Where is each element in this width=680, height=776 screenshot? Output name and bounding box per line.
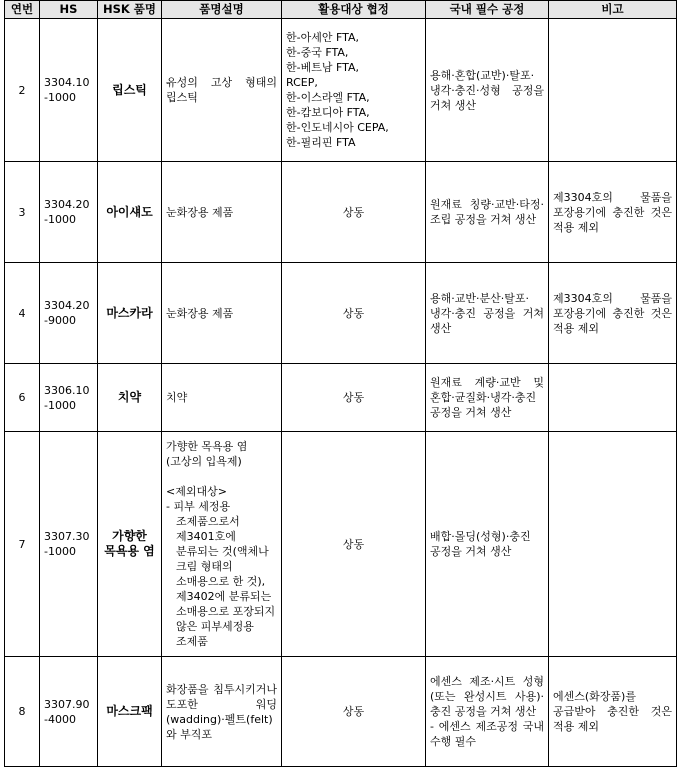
row-process: 용해·교반·분산·탈포·냉각·충진 공정을 거쳐 생산 (426, 263, 549, 364)
table-row (5, 432, 677, 657)
col-header-no: 연번 (5, 1, 40, 19)
row-agreements (282, 19, 426, 162)
row-process (426, 657, 549, 767)
row-item-name: 가향한 목욕용 염 (98, 432, 162, 657)
row-description: 치약 (162, 364, 282, 432)
row-note (549, 432, 677, 657)
row-item-name: 립스틱 (98, 19, 162, 162)
header-row (5, 1, 677, 19)
row-agreements: 상동 (282, 432, 426, 657)
row-no: 8 (5, 657, 40, 767)
row-agreements: 상동 (282, 364, 426, 432)
hs-code-part: -1000 (44, 398, 76, 412)
hs-code-part: 3304.20 (44, 299, 90, 312)
col-header-hsk-name: HSK 품명 (98, 1, 162, 19)
col-header-hs: HS (40, 1, 98, 19)
row-no: 6 (5, 364, 40, 432)
table-row (5, 657, 677, 767)
row-note: 에센스(화장품)를 공급받아 충진한 것은 적용 제외 (549, 657, 677, 767)
row-hs-code (40, 364, 98, 432)
row-agreements: 상동 (282, 162, 426, 263)
hs-code-part: -1000 (44, 213, 76, 226)
row-process: 배합·몰딩(성형)·충진 공정을 거쳐 생산 (426, 432, 549, 657)
hs-code-part: 3306.10 (44, 383, 90, 397)
spacer (166, 469, 277, 484)
row-no: 4 (5, 263, 40, 364)
process-requirement: - 에센스 제조공정 국내 수행 필수 (430, 720, 544, 748)
row-item-name: 마스카라 (98, 263, 162, 364)
hs-code-part: -1000 (44, 91, 76, 104)
agreement-item: 한-중국 FTA, (286, 46, 349, 59)
row-process: 원재료 계량·교반 및 혼합·균질화·냉각·충진 공정을 거쳐 생산 (426, 364, 549, 432)
agreement-item: 한-이스라엘 FTA, (286, 91, 370, 104)
row-description: 눈화장용 제품 (162, 162, 282, 263)
row-no: 3 (5, 162, 40, 263)
table-row (5, 19, 677, 162)
row-hs-code (40, 432, 98, 657)
table-row (5, 364, 677, 432)
exclusion-item: - 피부 세정용 조제품으로서 제3401호에 분류되는 것(액체나 크림 형태의 소매용으로 한 것), 제3402에 분류되는 소매용으로 포장되지 않은 피부세정용 조제품 (166, 500, 276, 648)
row-no: 7 (5, 432, 40, 657)
agreement-item: 한-아세안 FTA, (286, 31, 359, 44)
row-description: 화장품을 침투시키거나 도포한 워딩(wadding)·펠트(felt)와 부직포 (162, 657, 282, 767)
row-note: 제3304호의 물품을 포장용기에 충진한 것은 적용 제외 (549, 162, 677, 263)
hs-code-part: -1000 (44, 545, 76, 558)
row-hs-code (40, 657, 98, 767)
row-process: 용해·혼합(교반)·탈포·냉각·충진·성형 공정을 거쳐 생산 (426, 19, 549, 162)
row-agreements: 상동 (282, 263, 426, 364)
hs-code-part: 3304.20 (44, 198, 90, 211)
row-agreements: 상동 (282, 657, 426, 767)
row-description: 눈화장용 제품 (162, 263, 282, 364)
row-note: 제3304호의 물품을 포장용기에 충진한 것은 적용 제외 (549, 263, 677, 364)
process-main: 에센스 제조·시트 성형(또는 완성시트 사용)·충진 공정을 거쳐 생산 (430, 675, 544, 718)
col-header-agreements: 활용대상 협정 (282, 1, 426, 19)
row-hs-code (40, 162, 98, 263)
exclusion-title: <제외대상> (166, 485, 227, 498)
agreement-item: 한-캄보디아 FTA, (286, 106, 370, 119)
hs-code-part: 3307.30 (44, 530, 90, 543)
col-header-note: 비고 (549, 1, 677, 19)
row-no: 2 (5, 19, 40, 162)
table-row (5, 162, 677, 263)
fta-process-table (4, 0, 677, 767)
hs-code-part: 3304.10 (44, 76, 90, 89)
row-note (549, 19, 677, 162)
agreement-item: 한-베트남 FTA, (286, 61, 359, 74)
col-header-process: 국내 필수 공정 (426, 1, 549, 19)
row-hs-code (40, 263, 98, 364)
row-process: 원재료 칭량·교반·타정·조립 공정을 거쳐 생산 (426, 162, 549, 263)
row-description (162, 432, 282, 657)
agreement-item: RCEP, (286, 76, 318, 89)
hs-code-part: 3307.90 (44, 697, 90, 711)
row-description: 유성의 고상 형태의 립스틱 (162, 19, 282, 162)
description-main: 가향한 목욕용 염 (고상의 입욕제) (166, 440, 248, 468)
row-hs-code (40, 19, 98, 162)
row-note (549, 364, 677, 432)
agreement-item: 한-인도네시아 CEPA, (286, 121, 389, 134)
hs-code-part: -4000 (44, 712, 76, 726)
agreement-item: 한-필리핀 FTA (286, 136, 356, 149)
row-item-name: 치약 (98, 364, 162, 432)
hs-code-part: -9000 (44, 314, 76, 327)
row-item-name: 마스크팩 (98, 657, 162, 767)
table-row (5, 263, 677, 364)
row-item-name: 아이섀도 (98, 162, 162, 263)
col-header-description: 품명설명 (162, 1, 282, 19)
